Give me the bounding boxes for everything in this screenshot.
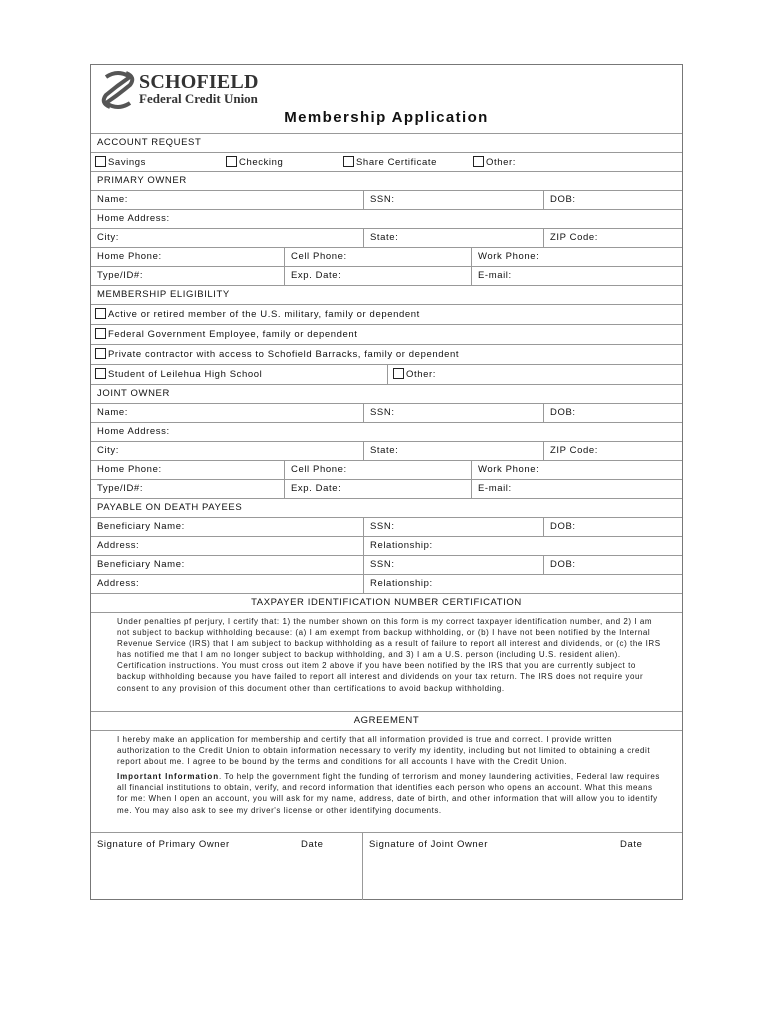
agreement-text [91, 731, 682, 816]
page-title: Membership Application [284, 109, 489, 126]
signature-row [91, 832, 682, 900]
primary-city-row [91, 228, 682, 247]
tin-heading-row [91, 593, 682, 612]
military-checkbox[interactable] [95, 308, 106, 319]
savings-checkbox[interactable] [95, 156, 106, 167]
account-request-heading: ACCOUNT REQUEST [97, 137, 202, 148]
eligibility-federal-row [91, 324, 682, 344]
federal-employee-option[interactable] [91, 325, 364, 344]
joint-date-label: Date [620, 839, 643, 850]
primary-zip-field[interactable]: ZIP Code: [543, 229, 604, 247]
primary-work-phone-field[interactable]: Work Phone: [471, 248, 545, 266]
account-request-heading-row [91, 133, 682, 152]
eligibility-heading-row [91, 285, 682, 304]
agreement-body-row [91, 730, 682, 832]
beneficiary-1-name-field[interactable]: Beneficiary Name: [97, 521, 185, 532]
primary-owner-heading: PRIMARY OWNER [97, 175, 187, 186]
joint-name-row [91, 403, 682, 422]
contractor-option[interactable] [91, 345, 465, 364]
primary-address-row [91, 209, 682, 228]
primary-home-phone-field[interactable]: Home Phone: [97, 251, 162, 262]
joint-signature-label: Signature of Joint Owner [369, 839, 488, 850]
joint-owner-heading-row [91, 384, 682, 403]
primary-phone-row [91, 247, 682, 266]
beneficiary-1-address-row [91, 536, 682, 555]
primary-date-label: Date [301, 839, 324, 850]
joint-phone-row [91, 460, 682, 479]
primary-dob-field[interactable]: DOB: [543, 191, 582, 209]
military-option[interactable] [91, 305, 426, 324]
student-label: Student of Leilehua High School [108, 369, 263, 380]
beneficiary-1-row [91, 517, 682, 536]
pod-heading: PAYABLE ON DEATH PAYEES [97, 502, 243, 513]
student-checkbox[interactable] [95, 368, 106, 379]
savings-label: Savings [108, 157, 146, 168]
checking-checkbox[interactable] [226, 156, 237, 167]
other-account-checkbox[interactable] [473, 156, 484, 167]
eligibility-military-row [91, 304, 682, 324]
important-information-text: . To help the government fight the funding of terrorism and money laundering activities, Federal law requires all financial institutions to obtain, verify, and record information that identifies each person who opens an account. What this means for me: When I open an account, you will ask for my name, address, date of birth, and other information that will allow you to identify me. You may also ask to see my driver's license or other identifying documents. [117, 772, 660, 815]
beneficiary-2-relationship-field[interactable]: Relationship: [363, 575, 439, 593]
joint-home-address-field[interactable]: Home Address: [97, 426, 170, 437]
checking-option[interactable] [224, 153, 289, 171]
savings-option[interactable] [91, 153, 152, 171]
joint-type-id-field[interactable]: Type/ID#: [97, 483, 144, 494]
tin-body-row [91, 612, 682, 711]
agreement-paragraph: I hereby make an application for membership and certify that all information provided is true and correct. I provide written authorization to the Credit Union to obtain information necessary to verify my identity, including but not limited to obtaining a credit report about me. I agree to be bound by the terms and conditions for all accounts I have with the Credit Union. [117, 735, 651, 767]
student-option[interactable] [91, 365, 268, 384]
beneficiary-1-relationship-field[interactable]: Relationship: [363, 537, 439, 555]
primary-home-address-field[interactable]: Home Address: [97, 213, 170, 224]
primary-city-field[interactable]: City: [97, 232, 119, 243]
other-account-label: Other: [486, 157, 516, 168]
important-information-label: Important Information [117, 772, 220, 782]
primary-signature-label: Signature of Primary Owner [97, 839, 230, 850]
primary-id-row [91, 266, 682, 285]
tin-heading: TAXPAYER IDENTIFICATION NUMBER CERTIFICATION [251, 597, 522, 608]
contractor-checkbox[interactable] [95, 348, 106, 359]
primary-exp-date-field[interactable]: Exp. Date: [284, 267, 347, 285]
joint-exp-date-field[interactable]: Exp. Date: [284, 480, 347, 498]
beneficiary-2-name-field[interactable]: Beneficiary Name: [97, 559, 185, 570]
joint-email-field[interactable]: E-mail: [471, 480, 518, 498]
agreement-heading-row [91, 711, 682, 730]
joint-id-row [91, 479, 682, 498]
primary-signature-box[interactable] [91, 833, 362, 900]
important-information-paragraph [117, 771, 666, 815]
primary-ssn-field[interactable]: SSN: [363, 191, 401, 209]
joint-name-field[interactable]: Name: [97, 407, 128, 418]
share-certificate-checkbox[interactable] [343, 156, 354, 167]
joint-city-field[interactable]: City: [97, 445, 119, 456]
schofield-logo-icon [97, 69, 139, 111]
beneficiary-2-row [91, 555, 682, 574]
joint-cell-phone-field[interactable]: Cell Phone: [284, 461, 353, 479]
federal-employee-checkbox[interactable] [95, 328, 106, 339]
joint-state-field[interactable]: State: [363, 442, 404, 460]
eligibility-contractor-row [91, 344, 682, 364]
membership-application-form [90, 64, 683, 900]
brand-line-1: SCHOFIELD [139, 71, 259, 93]
federal-employee-label: Federal Government Employee, family or dependent [108, 329, 358, 340]
joint-owner-heading: JOINT OWNER [97, 388, 170, 399]
joint-ssn-field[interactable]: SSN: [363, 404, 401, 422]
joint-home-phone-field[interactable]: Home Phone: [97, 464, 162, 475]
primary-owner-heading-row [91, 171, 682, 190]
other-eligibility-checkbox[interactable] [393, 368, 404, 379]
beneficiary-1-ssn-field[interactable]: SSN: [363, 518, 401, 536]
joint-dob-field[interactable]: DOB: [543, 404, 582, 422]
tin-certification-text [91, 613, 682, 694]
beneficiary-2-ssn-field[interactable]: SSN: [363, 556, 401, 574]
eligibility-student-row [91, 364, 682, 384]
joint-zip-field[interactable]: ZIP Code: [543, 442, 604, 460]
brand-name [139, 72, 259, 106]
other-eligibility-label: Other: [406, 369, 436, 380]
other-eligibility-option[interactable] [387, 365, 442, 384]
checking-label: Checking [239, 157, 284, 168]
account-request-options-row [91, 152, 682, 171]
tin-paragraph: Under penalties pf perjury, I certify that: 1) the number shown on this form is my correct taxpayer identification number, and 2) I am not subject to backup withholding because: (a) I am exempt from backup withholding, or (b) I have not been notified by the Internal Revenue Service (IRS) that I am subject to backup withholding as a result of failure to report all interest and dividends, or (c) the IRS has notified me that I am no longer subject to backup withholding, and 3) I am a U.S. person (including U.S. resident alien). Certification instructions. You must cross out item 2 above if you have been notified by the IRS that you are currently subject to backup withholding because you have failed to report all interest and dividends on your tax return. The IRS does not require your consent to any provision of this document other than certifications to avoid backup withholding. [117, 617, 661, 693]
primary-name-row [91, 190, 682, 209]
share-certificate-option[interactable] [341, 153, 443, 171]
primary-email-field[interactable]: E-mail: [471, 267, 518, 285]
other-account-option[interactable] [471, 153, 522, 171]
share-certificate-label: Share Certificate [356, 157, 437, 168]
joint-signature-box[interactable] [362, 833, 682, 900]
beneficiary-2-address-row [91, 574, 682, 593]
eligibility-heading: MEMBERSHIP ELIGIBILITY [97, 289, 230, 300]
joint-work-phone-field[interactable]: Work Phone: [471, 461, 545, 479]
primary-state-field[interactable]: State: [363, 229, 404, 247]
contractor-label: Private contractor with access to Schofield Barracks, family or dependent [108, 349, 460, 360]
agreement-heading: AGREEMENT [353, 715, 420, 726]
brand-line-2: Federal Credit Union [139, 91, 258, 106]
military-label: Active or retired member of the U.S. military, family or dependent [108, 309, 420, 320]
pod-heading-row [91, 498, 682, 517]
beneficiary-2-dob-field[interactable]: DOB: [543, 556, 582, 574]
primary-type-id-field[interactable]: Type/ID#: [97, 270, 144, 281]
joint-address-row [91, 422, 682, 441]
beneficiary-1-dob-field[interactable]: DOB: [543, 518, 582, 536]
primary-name-field[interactable]: Name: [97, 194, 128, 205]
primary-cell-phone-field[interactable]: Cell Phone: [284, 248, 353, 266]
beneficiary-1-address-field[interactable]: Address: [97, 540, 140, 551]
beneficiary-2-address-field[interactable]: Address: [97, 578, 140, 589]
form-header [91, 65, 682, 133]
joint-city-row [91, 441, 682, 460]
